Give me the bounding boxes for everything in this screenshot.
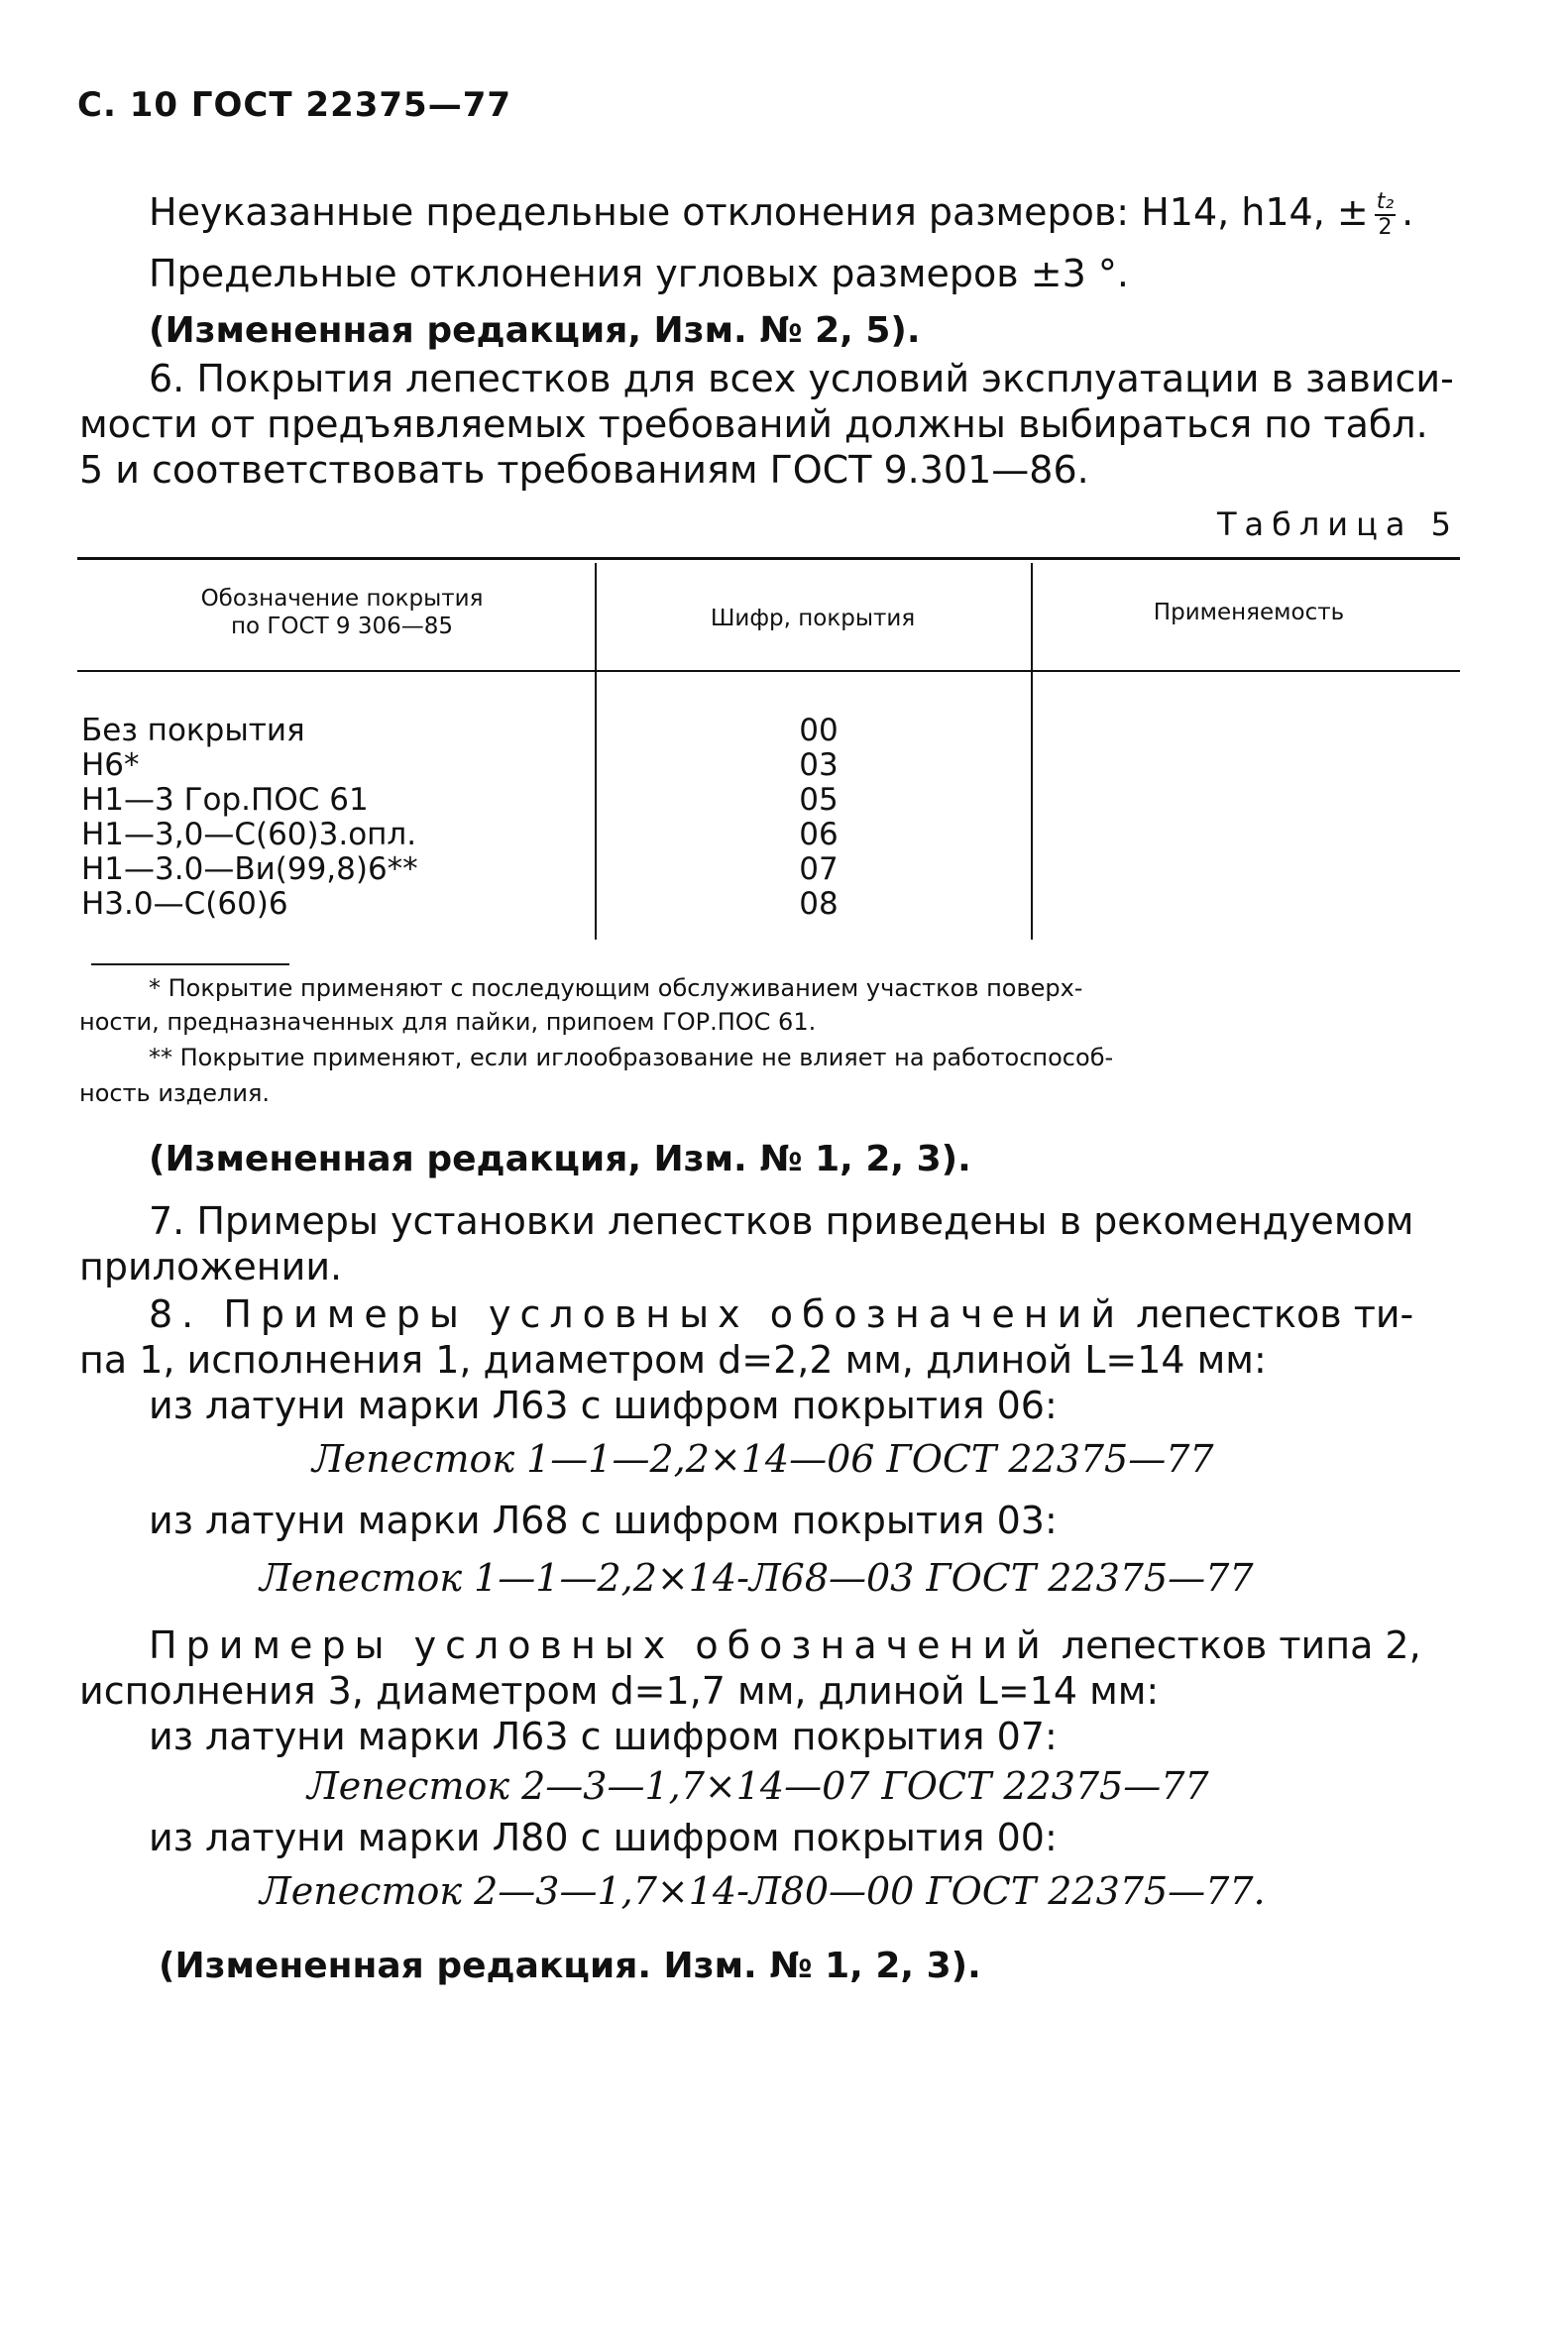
fraction [1375,190,1396,240]
table-cell-designation: Без покрытия [81,713,305,748]
table-cell-designation: H1—3.0—Ви(99,8)6** [81,851,418,887]
type2-example2-label: из латуни марки Л80 с шифром покрытия 00: [149,1816,1058,1859]
table-cell-designation: H6* [81,747,140,783]
item6-line2: мости от предъявляемых требований должны выбираться по табл. [79,402,1428,446]
table-col-code [720,714,918,922]
item8-lead-rest: лепестков ти- [1124,1292,1414,1336]
table-cell-code: 07 [799,851,839,887]
type2-lead-rest: лепестков типа 2, [1049,1623,1421,1667]
item8-line2: па 1, исполнения 1, диаметром d=2,2 мм, длиной L=14 мм: [79,1338,1267,1382]
type2-example2: Лепесток 2—3—1,7×14-Л80—00 ГОСТ 22375—77. [260,1869,1266,1913]
fraction-numerator: t₂ [1376,188,1395,214]
footnote-1-line2: ности, предназначенных для пайки, припоем ГОР.ПОС 61. [79,1008,817,1036]
type2-example1: Лепесток 2—3—1,7×14—07 ГОСТ 22375—77 [307,1764,1209,1808]
type2-lead-spaced: Примеры условных обозначений [149,1623,1050,1667]
table-cell-code: 00 [799,713,839,748]
item8-example1: Лепесток 1—1—2,2×14—06 ГОСТ 22375—77 [312,1437,1214,1481]
footnote-rule [91,963,289,965]
table-header-applicability: Применяемость [1153,600,1345,625]
item8-line1 [149,1290,1413,1338]
table-cell-designation: H1—3 Гор.ПОС 61 [81,782,369,818]
intro-line1 [149,188,1413,240]
item8-example2-label: из латуни марки Л68 с шифром покрытия 03: [149,1499,1058,1542]
page-header: С. 10 ГОСТ 22375—77 [77,85,512,125]
table-caption: Таблица 5 [1216,505,1459,543]
item6-line1: 6. Покрытия лепестков для всех условий эксплуатации в зависи- [149,357,1454,400]
table-cell-code: 05 [799,782,839,818]
intro-line1-text: Неуказанные предельные отклонения размеров: H14, h14, ± [149,190,1369,234]
table-col-divider-2 [1031,563,1033,940]
intro-line2: Предельные отклонения угловых размеров ±3 °. [149,252,1129,295]
type2-line1 [149,1621,1421,1669]
intro-line1-end: . [1401,190,1414,234]
table-header-rule [77,670,1460,672]
item7-line1: 7. Примеры установки лепестков приведены в рекомендуемом [149,1199,1414,1243]
table-cell-code: 06 [799,817,839,852]
table-header-code: Шифр, покрытия [710,606,916,631]
footnote-2-line1: ** Покрытие применяют, если иглообразование не влияет на работоспособ- [149,1044,1114,1071]
fraction-denominator: 2 [1378,214,1393,240]
item6-line3: 5 и соответствовать требованиям ГОСТ 9.301—86. [79,448,1089,492]
item8-example1-label: из латуни марки Л63 с шифром покрытия 06: [149,1384,1058,1427]
table-cell-code: 08 [799,886,839,922]
table-header-designation-line2: по ГОСТ 9 306—85 [230,614,454,639]
item7-line2: приложении. [79,1245,343,1288]
table-cell-code: 03 [799,747,839,783]
table-header-designation-line1: Обозначение покрытия [200,586,484,612]
change-note-2: (Измененная редакция, Изм. № 1, 2, 3). [149,1139,971,1179]
table-col-designation [81,714,418,922]
item8-example2: Лепесток 1—1—2,2×14-Л68—03 ГОСТ 22375—77 [260,1556,1254,1600]
type2-line2: исполнения 3, диаметром d=1,7 мм, длиной L=14 мм: [79,1669,1160,1713]
type2-example1-label: из латуни марки Л63 с шифром покрытия 07: [149,1715,1058,1758]
change-note-1: (Измененная редакция, Изм. № 2, 5). [149,310,921,351]
change-note-3: (Измененная редакция. Изм. № 1, 2, 3). [159,1946,981,1986]
table-cell-designation: H1—3,0—С(60)3.опл. [81,817,417,852]
footnote-1-line1: * Покрытие применяют с последующим обслуживанием участков поверх- [149,974,1083,1002]
table-top-rule [77,557,1460,560]
footnote-2-line2: ность изделия. [79,1079,271,1107]
table-col-divider-1 [595,563,597,940]
item8-lead-spaced: 8. Примеры условных обозначений [149,1292,1125,1336]
table-header-designation [109,585,575,640]
table-cell-designation: H3.0—С(60)6 [81,886,288,922]
